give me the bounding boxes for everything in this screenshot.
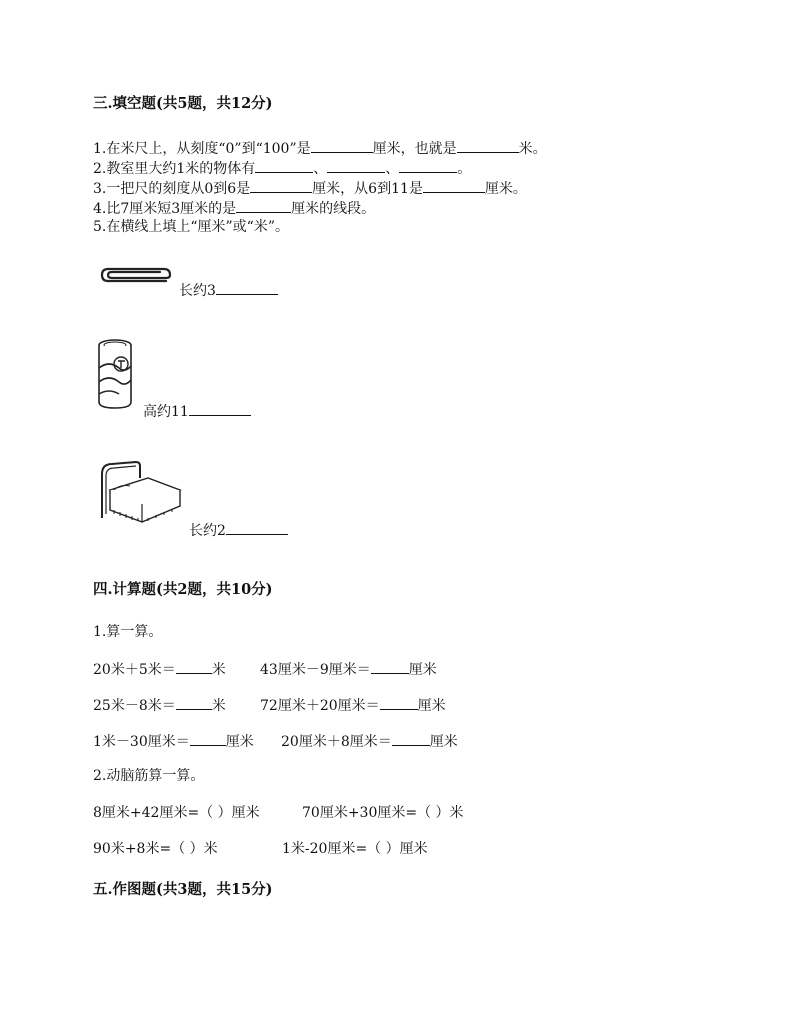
question-3-3 [93,178,527,198]
q3-2-end: 。 [457,161,472,177]
q3-2-text-a: 2.教室里大约1米的物体有 [93,161,256,177]
question-3-1 [93,138,547,158]
answer-blank[interactable] [236,198,291,213]
calc-row [260,695,446,715]
calc-row [93,695,226,715]
soda-can-item [143,401,251,421]
calc-row: 1米-20厘米=（ ）厘米 [282,841,428,857]
answer-blank[interactable] [399,158,457,173]
question-3-4 [93,198,375,218]
section3-heading: 三.填空题(共5题，共12分) [93,95,273,112]
answer-blank[interactable] [190,731,226,746]
calc-expression: 20米＋5米＝ [93,662,176,678]
calc-unit: 米 [211,662,226,678]
answer-blank[interactable] [423,178,485,193]
item-label: 高约11 [143,404,189,420]
q3-1-text-c: 米。 [518,141,547,157]
q3-2-sep: 、 [313,161,328,177]
calc-row [93,731,254,751]
calc-expression: 20厘米＋8厘米＝ [281,734,392,750]
q3-2-sep: 、 [385,161,400,177]
q3-4-text-a: 4.比7厘米短3厘米的是 [93,201,237,217]
calc-expression: 72厘米＋20厘米＝ [260,698,380,714]
soda-can-icon [95,338,135,410]
bed-icon [98,460,184,522]
paperclip-icon [100,266,172,288]
calc-unit: 厘米 [408,662,437,678]
question-3-5: 5.在横线上填上“厘米”或“米”。 [93,219,289,235]
answer-blank[interactable] [457,138,519,153]
q3-1-text-b: 厘米，也就是 [372,141,457,157]
answer-blank[interactable] [176,659,212,674]
q3-3-text-c: 厘米。 [484,181,527,197]
calc-row [260,659,437,679]
calc-row [281,731,458,751]
calc-row: 70厘米+30厘米=（ ）米 [302,805,464,821]
q3-4-text-b: 厘米的线段。 [291,201,376,217]
q3-3-text-a: 3.一把尺的刻度从0到6是 [93,181,251,197]
answer-blank[interactable] [189,401,251,416]
calc-row: 8厘米+42厘米=（ ）厘米 [93,805,260,821]
question-4-1-title: 1.算一算。 [93,624,163,640]
answer-blank[interactable] [226,520,288,535]
answer-blank[interactable] [392,731,430,746]
answer-blank[interactable] [255,158,313,173]
answer-blank[interactable] [176,695,212,710]
calc-row [93,659,226,679]
answer-blank[interactable] [311,138,373,153]
question-3-2 [93,158,471,178]
calc-unit: 厘米 [417,698,446,714]
answer-blank[interactable] [380,695,418,710]
q3-3-text-b: 厘米，从6到11是 [312,181,423,197]
calc-unit: 厘米 [429,734,458,750]
calc-expression: 1米－30厘米＝ [93,734,190,750]
item-label: 长约3 [179,283,216,299]
item-label: 长约2 [189,523,226,539]
calc-expression: 25米－8米＝ [93,698,176,714]
answer-blank[interactable] [216,280,278,295]
answer-blank[interactable] [250,178,312,193]
calc-unit: 米 [211,698,226,714]
q3-1-text-a: 1.在米尺上，从刻度“0”到“100”是 [93,141,311,157]
answer-blank[interactable] [371,659,409,674]
section5-heading: 五.作图题(共3题，共15分) [93,881,273,898]
calc-row: 90米+8米=（ ）米 [93,841,218,857]
bed-item [189,520,288,540]
calc-unit: 厘米 [225,734,254,750]
question-4-2-title: 2.动脑筋算一算。 [93,768,205,784]
answer-blank[interactable] [327,158,385,173]
section4-heading: 四.计算题(共2题，共10分) [93,581,273,598]
calc-expression: 43厘米－9厘米＝ [260,662,371,678]
paperclip-item [179,280,278,300]
